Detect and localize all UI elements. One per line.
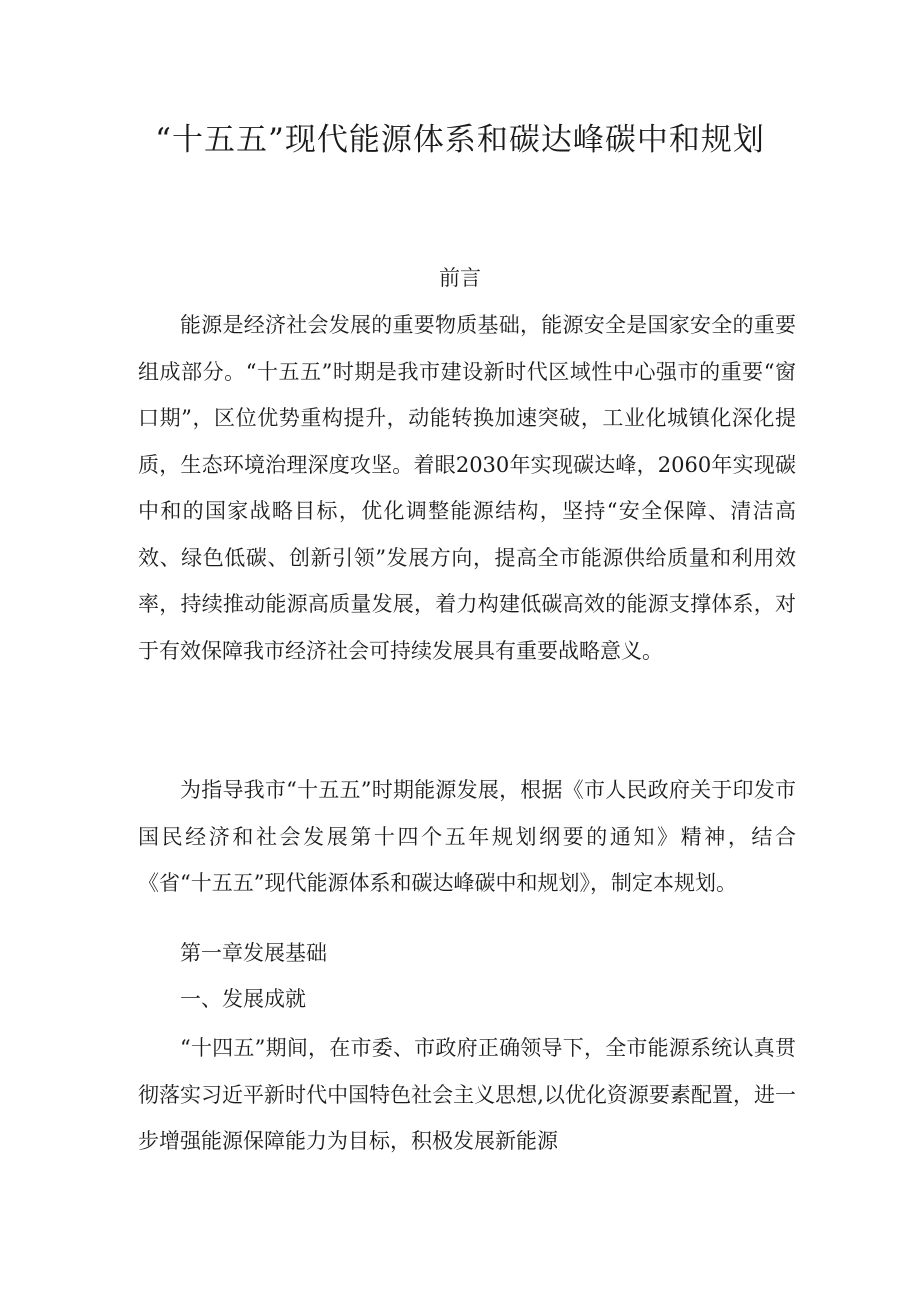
document-title: “十五五”现代能源体系和碳达峰碳中和规划 <box>155 122 765 158</box>
preface-heading: 前言 <box>439 266 481 290</box>
preface-paragraph-1: 能源是经济社会发展的重要物质基础，能源安全是国家安全的重要组成部分。“十五五”时期是我市建设新时代区域性中心强市的重要“窗口期”，区位优势重构提升，动能转换加速突破，工业化城镇化深化提质，生态环境治理深度攻坚。着眼2030年实现碳达峰，2060年实现碳中和的国家战略目标，优化调整能源结构，坚持“安全保障、清洁高效、绿色低碳、创新引领”发展方向，提高全市能源供给质量和利用效率，持续推动能源高质量发展，着力构建低碳高效的能源支撑体系，对于有效保障我市经济社会可持续发展具有重要战略意义。 <box>138 313 796 663</box>
section-heading: 一、发展成就 <box>180 987 306 1011</box>
preface-paragraph-2: 为指导我市“十五五”时期能源发展，根据《市人民政府关于印发市国民经济和社会发展第十四个五年规划纲要的通知》精神，结合《省“十五五”现代能源体系和碳达峰碳中和规划》，制定本规划。 <box>138 778 796 895</box>
section-paragraph: “十四五”期间，在市委、市政府正确领导下，全市能源系统认真贯彻落实习近平新时代中国特色社会主义思想,以优化资源要素配置，进一步增强能源保障能力为目标，积极发展新能源 <box>138 1036 796 1153</box>
chapter-heading: 第一章发展基础 <box>180 941 327 965</box>
